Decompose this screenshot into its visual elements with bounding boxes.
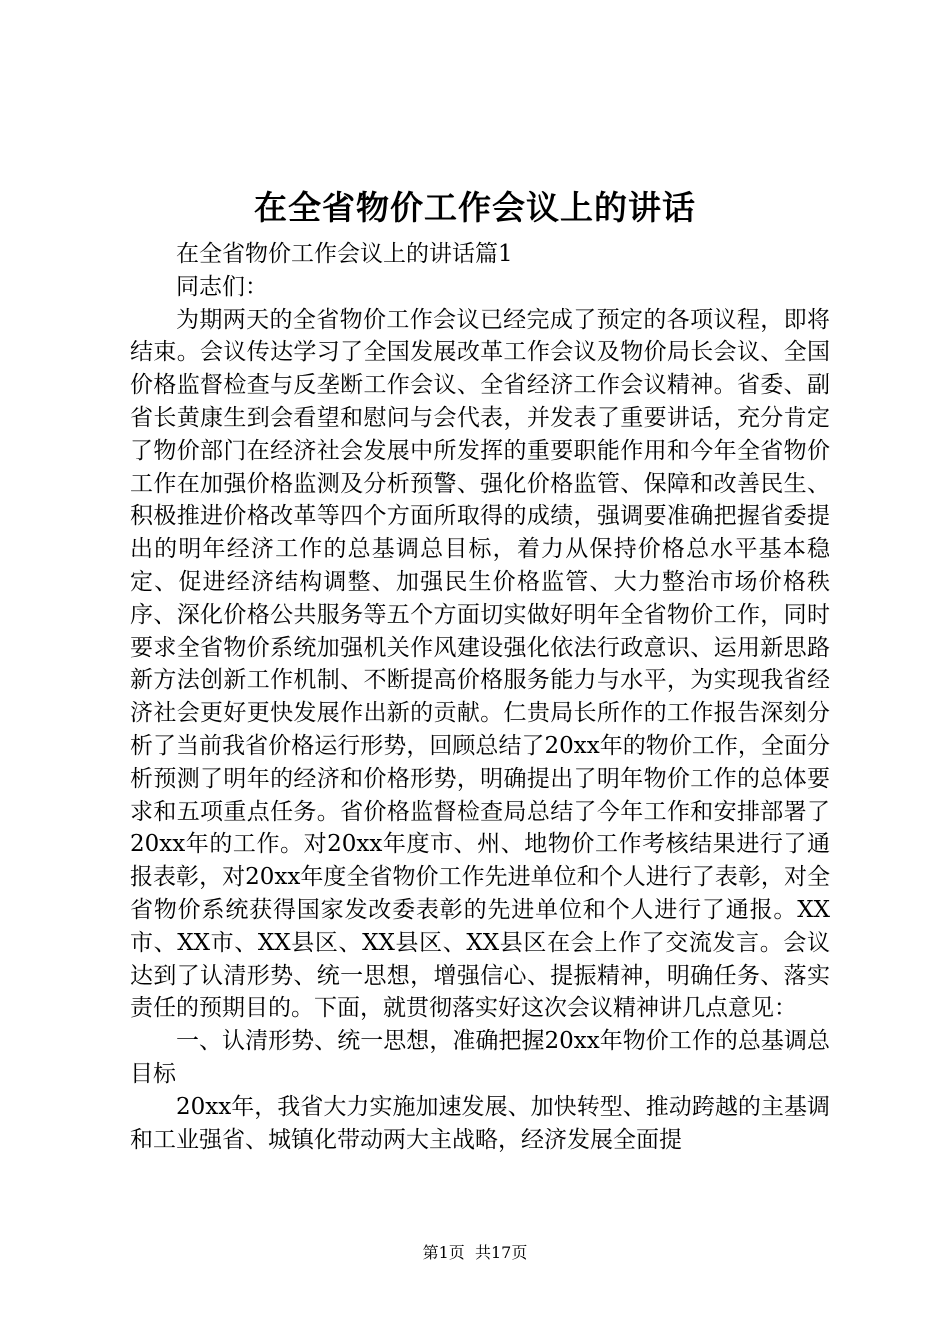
subsection-heading: 一、认清形势、统一思想，准确把握20xx年物价工作的总基调总目标	[130, 1028, 830, 1087]
section-heading: 在全省物价工作会议上的讲话篇1	[176, 241, 513, 267]
page-footer	[0, 1243, 950, 1263]
document-title: 在全省物价工作会议上的讲话	[254, 188, 696, 227]
document-body	[130, 238, 830, 1156]
body-paragraph: 20xx年，我省大力实施加速发展、加快转型、推动跨越的主基调和工业强省、城镇化带动两大主战略，经济发展全面提	[130, 1093, 830, 1153]
page-total: 共17页	[474, 1243, 528, 1262]
body-paragraph: 为期两天的全省物价工作会议已经完成了预定的各项议程，即将结束。会议传达学习了全国发展改革工作会议及物价局长会议、全国价格监督检查与反垄断工作会议、全省经济工作会议精神。省委、副省长黄康生到会看望和慰问与会代表，并发表了重要讲话，充分肯定了物价部门在经济社会发展中所发挥的重要职能作用和今年全省物价工作在加强价格监测及分析预警、强化价格监管、保障和改善民生、积极推进价格改革等四个方面所取得的成绩，强调要准确把握省委提出的明年经济工作的总基调总目标，着力从保持价格总水平基本稳定、促进经济结构调整、加强民生价格监管、大力整治市场价格秩序、深化价格公共服务等五个方面切实做好明年全省物价工作，同时要求全省物价系统加强机关作风建设强化依法行政意识、运用新思路新方法创新工作机制、不断提高价格服务能力与水平，为实现我省经济社会更好更快发展作出新的贡献。仁贵局长所作的工作报告深刻分析了当前我省价格运行形势，回顾总结了20xx年的物价工作，全面分析预测了明年的经济和价格形势，明确提出了明年物价工作的总体要求和五项重点任务。省价格监督检查局总结了今年工作和安排部署了20xx年的工作。对20xx年度市、州、地物价工作考核结果进行了通报表彰，对20xx年度全省物价工作先进单位和个人进行了表彰，对全省物价系统获得国家发改委表彰的先进单位和个人进行了通报。XX市、XX市、XX县区、XX县区、XX县区在会上作了交流发言。会议达到了认清形势、统一思想，增强信心、提振精神，明确任务、落实责任的预期目的。下面，就贯彻落实好这次会议精神讲几点意见：	[130, 306, 830, 1022]
page-number: 第1页	[422, 1243, 465, 1262]
salutation: 同志们：	[176, 273, 268, 300]
